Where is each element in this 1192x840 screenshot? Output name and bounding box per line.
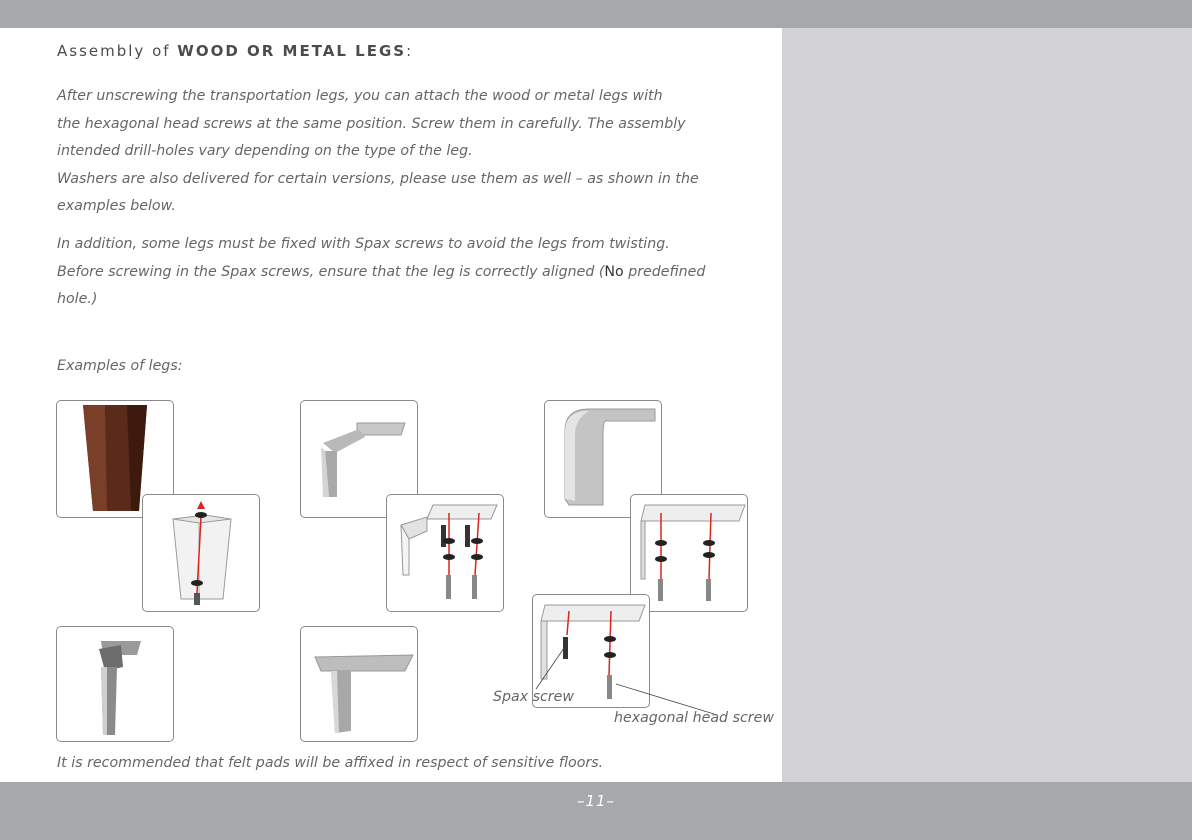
paragraph-line: examples below. <box>57 198 176 214</box>
examples-label: Examples of legs: <box>57 358 183 374</box>
paragraph-line: the hexagonal head screws at the same position. Screw them in carefully. The assembly <box>57 115 686 132</box>
footer-bar <box>0 782 1192 840</box>
paragraph-line: Before screwing in the Spax screws, ensure that the leg is correctly aligned (No predefined <box>57 263 706 280</box>
page-number: –11– <box>576 792 616 810</box>
section-heading: Assembly of WOOD OR METAL LEGS: <box>57 42 414 60</box>
spax-screw-label: Spax screw <box>493 689 574 705</box>
paragraph-line: In addition, some legs must be fixed with Spax screws to avoid the legs from twisting. <box>57 236 670 252</box>
paragraph-line: intended drill-holes vary depending on the type of the leg. <box>57 143 473 159</box>
paragraph-line: After unscrewing the transportation legs, you can attach the wood or metal legs with <box>57 88 663 104</box>
paragraph-line: hole.) <box>57 291 98 307</box>
felt-pads-note: It is recommended that felt pads will be affixed in respect of sensitive floors. <box>57 755 604 771</box>
hex-screw-label: hexagonal head screw <box>614 710 774 726</box>
paragraph-line: Washers are also delivered for certain versions, please use them as well – as shown in the <box>57 170 699 187</box>
